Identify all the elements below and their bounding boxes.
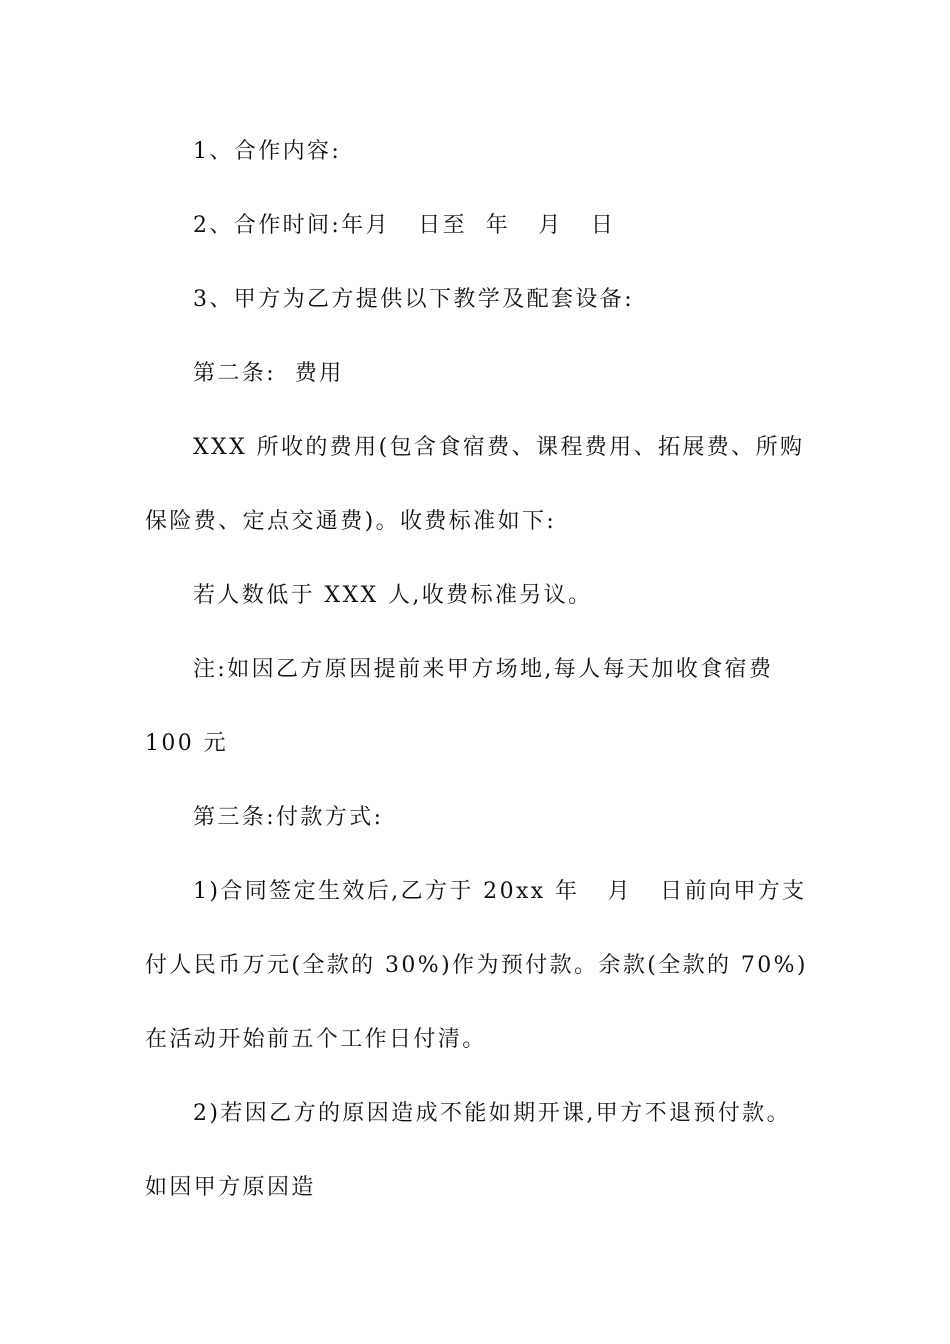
payment-clause-1-line-3: 在活动开始前五个工作日付清。 [145,1027,487,1052]
early-arrival-note-line-2: 100 元 [145,731,228,756]
payment-clause-1-line-1: 1)合同签定生效后,乙方于 20xx 年 月 日前向甲方支 [193,879,807,904]
early-arrival-note-line-1: 注:如因乙方原因提前来甲方场地,每人每天加收食宿费 [193,657,774,682]
item-equipment: 3、甲方为乙方提供以下教学及配套设备: [193,287,635,312]
article-two-heading: 第二条: 费用 [193,361,344,386]
fees-paragraph-line-2: 保险费、定点交通费)。收费标准如下: [145,509,557,534]
item-cooperation-time: 2、合作时间:年月 日至 年 月 日 [193,213,616,238]
fees-paragraph-line-1: XXX 所收的费用(包含食宿费、课程费用、拓展费、所购 [193,435,805,460]
headcount-note: 若人数低于 XXX 人,收费标准另议。 [193,583,593,608]
payment-clause-2-line-2: 如因甲方原因造 [145,1175,316,1200]
article-three-heading: 第三条:付款方式: [193,805,384,830]
payment-clause-2-line-1: 2)若因乙方的原因造成不能如期开课,甲方不退预付款。 [193,1101,791,1126]
payment-clause-1-line-2: 付人民币万元(全款的 30%)作为预付款。余款(全款的 70%) [145,953,808,978]
item-cooperation-content: 1、合作内容: [193,139,342,164]
